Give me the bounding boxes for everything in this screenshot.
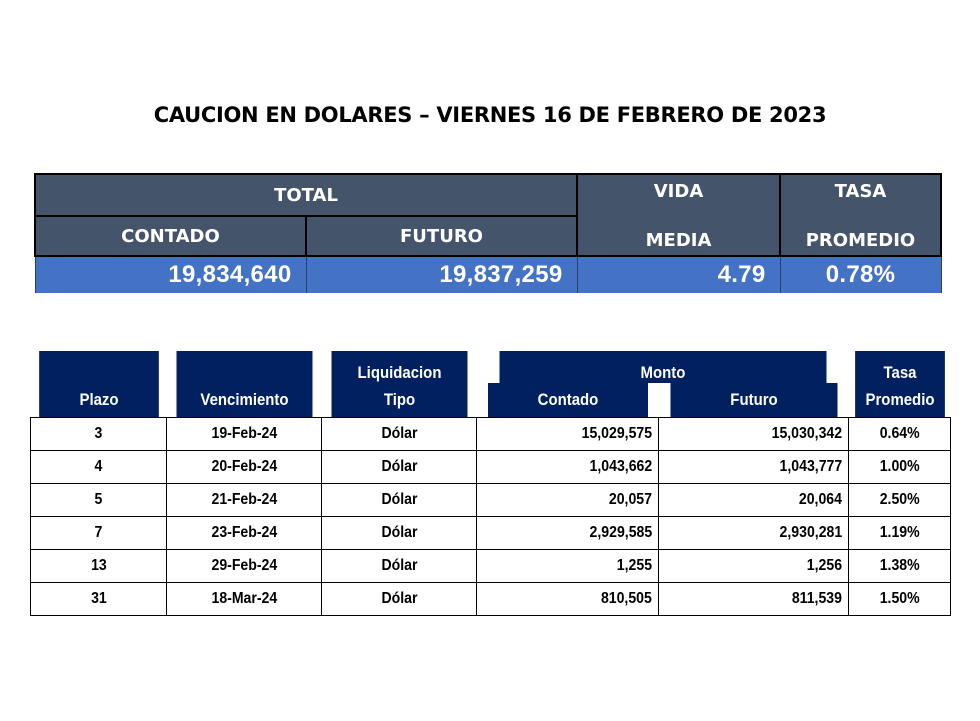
cell-tasa — [849, 550, 951, 583]
cell-tipo-text: Dólar — [381, 524, 417, 541]
table-row — [31, 583, 951, 616]
cell-contado — [477, 517, 659, 550]
summary-value-contado: 19,834,640 — [35, 256, 306, 293]
table-row — [31, 484, 951, 517]
summary-header-total: TOTAL — [35, 174, 577, 216]
cell-vencimiento — [167, 517, 322, 550]
cell-vencimiento-text: 21-Feb-24 — [211, 491, 277, 508]
summary-header-vida: VIDA — [577, 174, 780, 216]
detail-table — [30, 351, 951, 616]
detail-header-tasa: Tasa — [855, 351, 945, 383]
cell-tasa — [849, 418, 951, 451]
cell-vencimiento-text: 23-Feb-24 — [211, 524, 277, 541]
cell-tipo — [322, 583, 477, 616]
cell-futuro-text: 2,930,281 — [779, 524, 842, 541]
detail-header-plazo: Plazo — [39, 383, 159, 418]
detail-header-tipo: Tipo — [331, 383, 467, 418]
cell-tipo-text: Dólar — [381, 458, 417, 475]
cell-plazo-text: 7 — [94, 524, 103, 541]
summary-table — [34, 173, 942, 293]
page-title: CAUCION EN DOLARES – VIERNES 16 DE FEBRERO DE 2023 — [153, 103, 827, 127]
cell-tasa-text: 1.50% — [879, 590, 920, 607]
summary-header-media: MEDIA — [577, 216, 780, 256]
cell-plazo-text: 13 — [90, 557, 107, 574]
cell-tasa — [849, 484, 951, 517]
cell-plazo-text: 31 — [90, 590, 107, 607]
detail-header-blank-1 — [39, 351, 159, 383]
cell-tasa-text: 2.50% — [879, 491, 920, 508]
cell-futuro-text: 20,064 — [798, 491, 842, 508]
summary-value-futuro: 19,837,259 — [306, 256, 577, 293]
cell-tipo — [322, 550, 477, 583]
cell-futuro — [659, 451, 849, 484]
cell-contado-text: 15,029,575 — [581, 425, 652, 442]
cell-plazo — [31, 484, 167, 517]
cell-vencimiento — [167, 451, 322, 484]
cell-tipo-text: Dólar — [381, 425, 417, 442]
cell-futuro-text: 1,256 — [806, 557, 842, 574]
summary-header-futuro: FUTURO — [306, 216, 577, 256]
cell-futuro — [659, 418, 849, 451]
cell-tipo-text: Dólar — [381, 590, 417, 607]
cell-futuro-text: 811,539 — [791, 590, 842, 607]
summary-header-tasa: TASA — [780, 174, 941, 216]
cell-vencimiento-text: 18-Mar-24 — [211, 590, 277, 607]
cell-plazo — [31, 451, 167, 484]
cell-contado-text: 20,057 — [608, 491, 652, 508]
cell-vencimiento — [167, 550, 322, 583]
cell-futuro — [659, 517, 849, 550]
cell-futuro — [659, 583, 849, 616]
table-row — [31, 418, 951, 451]
detail-header-monto: Monto — [499, 351, 826, 383]
cell-tasa — [849, 451, 951, 484]
cell-vencimiento — [167, 418, 322, 451]
table-row — [31, 550, 951, 583]
cell-vencimiento — [167, 484, 322, 517]
cell-plazo-text: 4 — [94, 458, 103, 475]
table-row — [31, 451, 951, 484]
cell-plazo-text: 5 — [94, 491, 103, 508]
cell-contado — [477, 550, 659, 583]
cell-tasa-text: 1.00% — [879, 458, 920, 475]
cell-tasa-text: 1.19% — [879, 524, 920, 541]
cell-tasa — [849, 583, 951, 616]
cell-plazo — [31, 550, 167, 583]
cell-contado-text: 2,929,585 — [589, 524, 652, 541]
summary-header-promedio: PROMEDIO — [780, 216, 941, 256]
summary-header-contado: CONTADO — [35, 216, 306, 256]
cell-contado — [477, 484, 659, 517]
summary-value-tasa-promedio: 0.78% — [780, 256, 941, 293]
cell-vencimiento-text: 20-Feb-24 — [211, 458, 277, 475]
cell-contado — [477, 583, 659, 616]
cell-tipo — [322, 418, 477, 451]
table-row — [31, 517, 951, 550]
cell-plazo — [31, 418, 167, 451]
cell-contado — [477, 451, 659, 484]
cell-contado-text: 810,505 — [601, 590, 652, 607]
cell-contado-text: 1,255 — [616, 557, 652, 574]
cell-tipo-text: Dólar — [381, 557, 417, 574]
cell-plazo — [31, 583, 167, 616]
cell-futuro-text: 15,030,342 — [771, 425, 842, 442]
cell-tipo — [322, 484, 477, 517]
cell-tasa-text: 1.38% — [879, 557, 920, 574]
cell-contado — [477, 418, 659, 451]
cell-vencimiento-text: 19-Feb-24 — [211, 425, 277, 442]
cell-futuro — [659, 484, 849, 517]
detail-header-blank-2 — [176, 351, 312, 383]
cell-futuro — [659, 550, 849, 583]
detail-header-futuro: Futuro — [670, 383, 837, 418]
cell-tipo — [322, 517, 477, 550]
cell-tipo-text: Dólar — [381, 491, 417, 508]
cell-vencimiento-text: 29-Feb-24 — [211, 557, 277, 574]
cell-tipo — [322, 451, 477, 484]
cell-plazo-text: 3 — [94, 425, 103, 442]
cell-tasa — [849, 517, 951, 550]
cell-futuro-text: 1,043,777 — [779, 458, 842, 475]
summary-value-vida-media: 4.79 — [577, 256, 780, 293]
cell-tasa-text: 0.64% — [879, 425, 920, 442]
detail-header-contado: Contado — [487, 383, 647, 418]
cell-plazo — [31, 517, 167, 550]
detail-header-liquidacion: Liquidacion — [331, 351, 467, 383]
detail-header-promedio: Promedio — [855, 383, 945, 418]
cell-vencimiento — [167, 583, 322, 616]
cell-contado-text: 1,043,662 — [589, 458, 652, 475]
detail-header-vencimiento: Vencimiento — [176, 383, 312, 418]
